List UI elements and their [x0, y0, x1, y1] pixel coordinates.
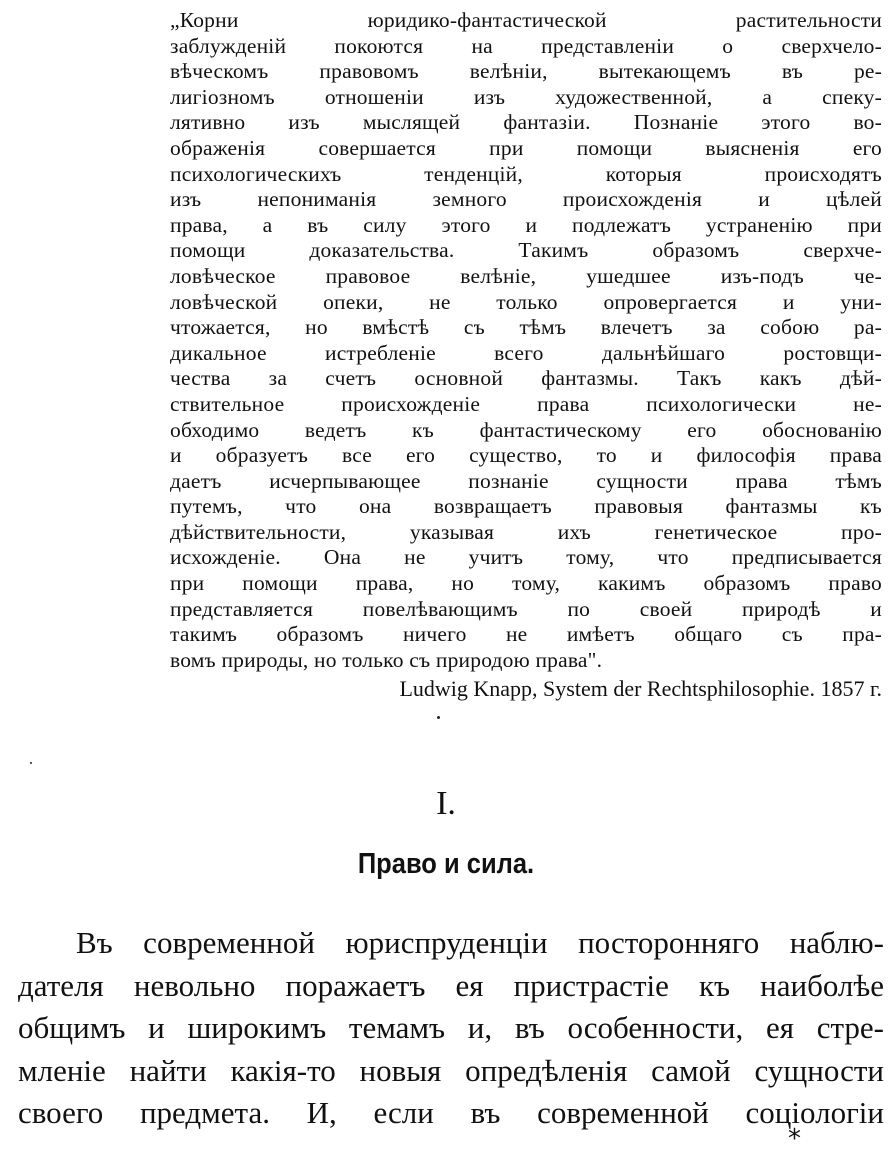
epigraph-line: психологическихъ тенденцій, которыя происходятъ: [170, 161, 882, 186]
body-line: своего предмета. И, если въ современной соціологіи: [18, 1095, 884, 1130]
epigraph-line: лигіозномъ отношеніи изъ художественной, а спеку-: [170, 84, 882, 109]
epigraph-line: права, а въ силу этого и подлежатъ устраненію при: [170, 212, 882, 237]
epigraph-line: обходимо ведетъ къ фантастическому его обоснованію: [170, 417, 882, 442]
print-speck: [437, 716, 440, 719]
epigraph-line: вѣческомъ правовомъ велѣніи, вытекающемъ въ ре-: [170, 59, 882, 84]
epigraph-attribution: Ludwig Knapp, System der Rechtsphilosophie. 1857 г.: [399, 676, 882, 701]
epigraph-line: дикальное истребленіе всего дальнѣйшаго ростовщи-: [170, 340, 882, 365]
epigraph-line: дѣйствительности, указывая ихъ генетическое про-: [170, 519, 882, 544]
section-number: I.: [436, 785, 456, 822]
epigraph-line: представляется повелѣвающимъ по своей природѣ и: [170, 596, 882, 621]
epigraph-line: и образуетъ все его существо, то и философія права: [170, 443, 882, 468]
epigraph-line: изъ непониманія земного происхожденія и цѣлей: [170, 187, 882, 212]
epigraph-line: при помощи права, но тому, какимъ образомъ право: [170, 571, 882, 596]
epigraph-line: исхожденіе. Она не учитъ тому, что предписывается: [170, 545, 882, 570]
epigraph-line: путемъ, что она возвращаетъ правовыя фантазмы къ: [170, 494, 882, 519]
body-line: дателя невольно поражаетъ ея пристрастіе къ наиболѣе: [18, 967, 884, 1003]
body-paragraph: [18, 922, 884, 1135]
epigraph-line: заблужденій покоются на представленіи о сверхчело-: [170, 33, 882, 58]
epigraph-line: даетъ исчерпывающее познаніе сущности права тѣмъ: [170, 468, 882, 493]
print-speck: [30, 762, 32, 764]
epigraph: [170, 8, 882, 673]
epigraph-line: ловѣческой опеки, не только опровергается и уни-: [170, 289, 882, 314]
epigraph-line: такимъ образомъ ничего не имѣетъ общаго съ пра-: [170, 622, 882, 647]
epigraph-line: ловѣческое правовое велѣніе, ушедшее изъ-подъ че-: [170, 263, 882, 288]
epigraph-line: ствительное происхожденіе права психологически не-: [170, 391, 882, 416]
signature-mark: *: [788, 1124, 801, 1154]
body-line: общимъ и широкимъ темамъ и, въ особенности, ея стре-: [18, 1010, 884, 1045]
epigraph-line: чества за счетъ основной фантазмы. Такъ какъ дѣй-: [170, 366, 882, 391]
epigraph-line: ображенія совершается при помощи выясненія его: [170, 135, 882, 160]
body-line: Въ современной юриспруденціи посторонняго наблю-: [76, 925, 884, 960]
section-title: Право и сила.: [357, 848, 535, 880]
body-line: мленіе найти какія-то новыя опредѣленія самой сущности: [18, 1052, 884, 1088]
epigraph-line: „Корни юридико-фантастической растительности: [170, 8, 882, 32]
epigraph-line: лятивно изъ мыслящей фантазіи. Познаніе этого во-: [170, 110, 882, 135]
epigraph-line: помощи доказательства. Такимъ образомъ сверхче-: [170, 238, 882, 263]
epigraph-line: чтожается, но вмѣстѣ съ тѣмъ влечетъ за собою ра-: [170, 315, 882, 340]
epigraph-line: вомъ природы, но только съ природою права".: [170, 647, 603, 672]
